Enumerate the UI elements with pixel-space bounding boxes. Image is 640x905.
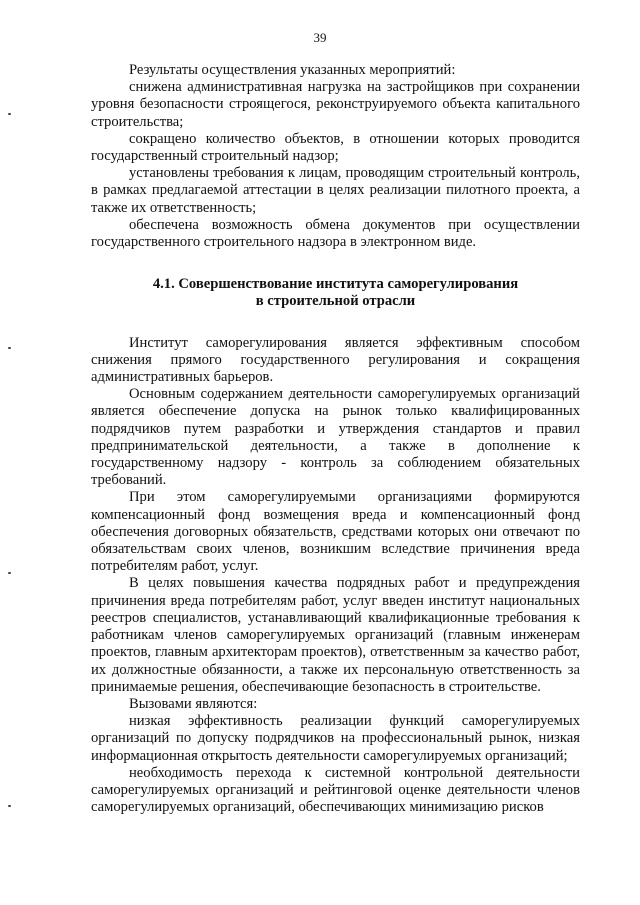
section-heading [91,276,580,310]
scan-margin-mark [8,805,11,807]
paragraph-national-registers: В целях повышения качества подрядных работ и предупреждения причинения вреда потребителям работ, услуг введен институт национальных реестров специалистов, устанавливающий квалификационные требования к работникам членов саморегулируемых организаций (главным инженерам проектов, главным архитекторам проектов), ответственным за качество работ, их должностные обязанности, а также их персональную ответственность за принимаемые решения, обеспечивающие безопасность в строительстве. [91,575,580,695]
paragraph-main-content: Основным содержанием деятельности саморегулируемых организаций является обеспечение допуска на рынок только квалифицированных подрядчиков путем разработки и утверждения стандартов и правил предпринимательской деятельности, а также в дополнение к государственному надзору - контроль за соблюдением обязательных требований. [91,386,580,489]
section-heading-line-1: 4.1. Совершенствование института саморегулирования [152,276,519,293]
scan-margin-mark [8,113,11,115]
paragraph-challenge-control-transition: необходимость перехода к системной контрольной деятельности саморегулируемых организаций и рейтинговой оценке деятельности членов саморегулируемых организаций, обеспечивающих минимизацию рисков [91,764,580,816]
scan-margin-mark [8,572,11,574]
paragraph-result-objects-reduced: сокращено количество объектов, в отношении которых проводится государственный строительный надзор; [91,130,580,165]
paragraph-challenges-intro: Вызовами являются: [129,695,258,712]
paragraph-result-requirements: установлены требования к лицам, проводящим строительный контроль, в рамках предлагаемой аттестации в целях реализации пилотного проекта, а также их ответственность; [91,165,580,216]
scan-margin-mark [8,347,11,349]
paragraph-result-admin-load: снижена административная нагрузка на застройщиков при сохранении уровня безопасности строящегося, реконструируемого объекта капитального строительства; [91,79,580,130]
section-heading-line-2: в строительной отрасли [255,293,416,310]
body-text [91,62,580,816]
paragraph-result-electronic-exchange: обеспечена возможность обмена документов при осуществлении государственного строительного надзора в электронном виде. [91,216,580,251]
paragraph-institute: Институт саморегулирования является эффективным способом снижения прямого государственного регулирования и сокращения административных барьеров. [91,334,580,386]
page-number: 39 [313,30,327,45]
paragraph-challenge-low-efficiency: низкая эффективность реализации функций саморегулируемых организаций по допуску подрядчиков на профессиональный рынок, низкая информационная открытость деятельности саморегулируемых организаций; [91,713,580,764]
paragraph-compensation-funds: При этом саморегулируемыми организациями формируются компенсационный фонд возмещения вреда и компенсационный фонд обеспечения договорных обязательств, средствами которых они отвечают по обязательствам своих членов, возникшим вследствие причинения вреда потребителям работ, услуг. [91,489,580,575]
paragraph-results-intro: Результаты осуществления указанных мероприятий: [129,62,456,78]
